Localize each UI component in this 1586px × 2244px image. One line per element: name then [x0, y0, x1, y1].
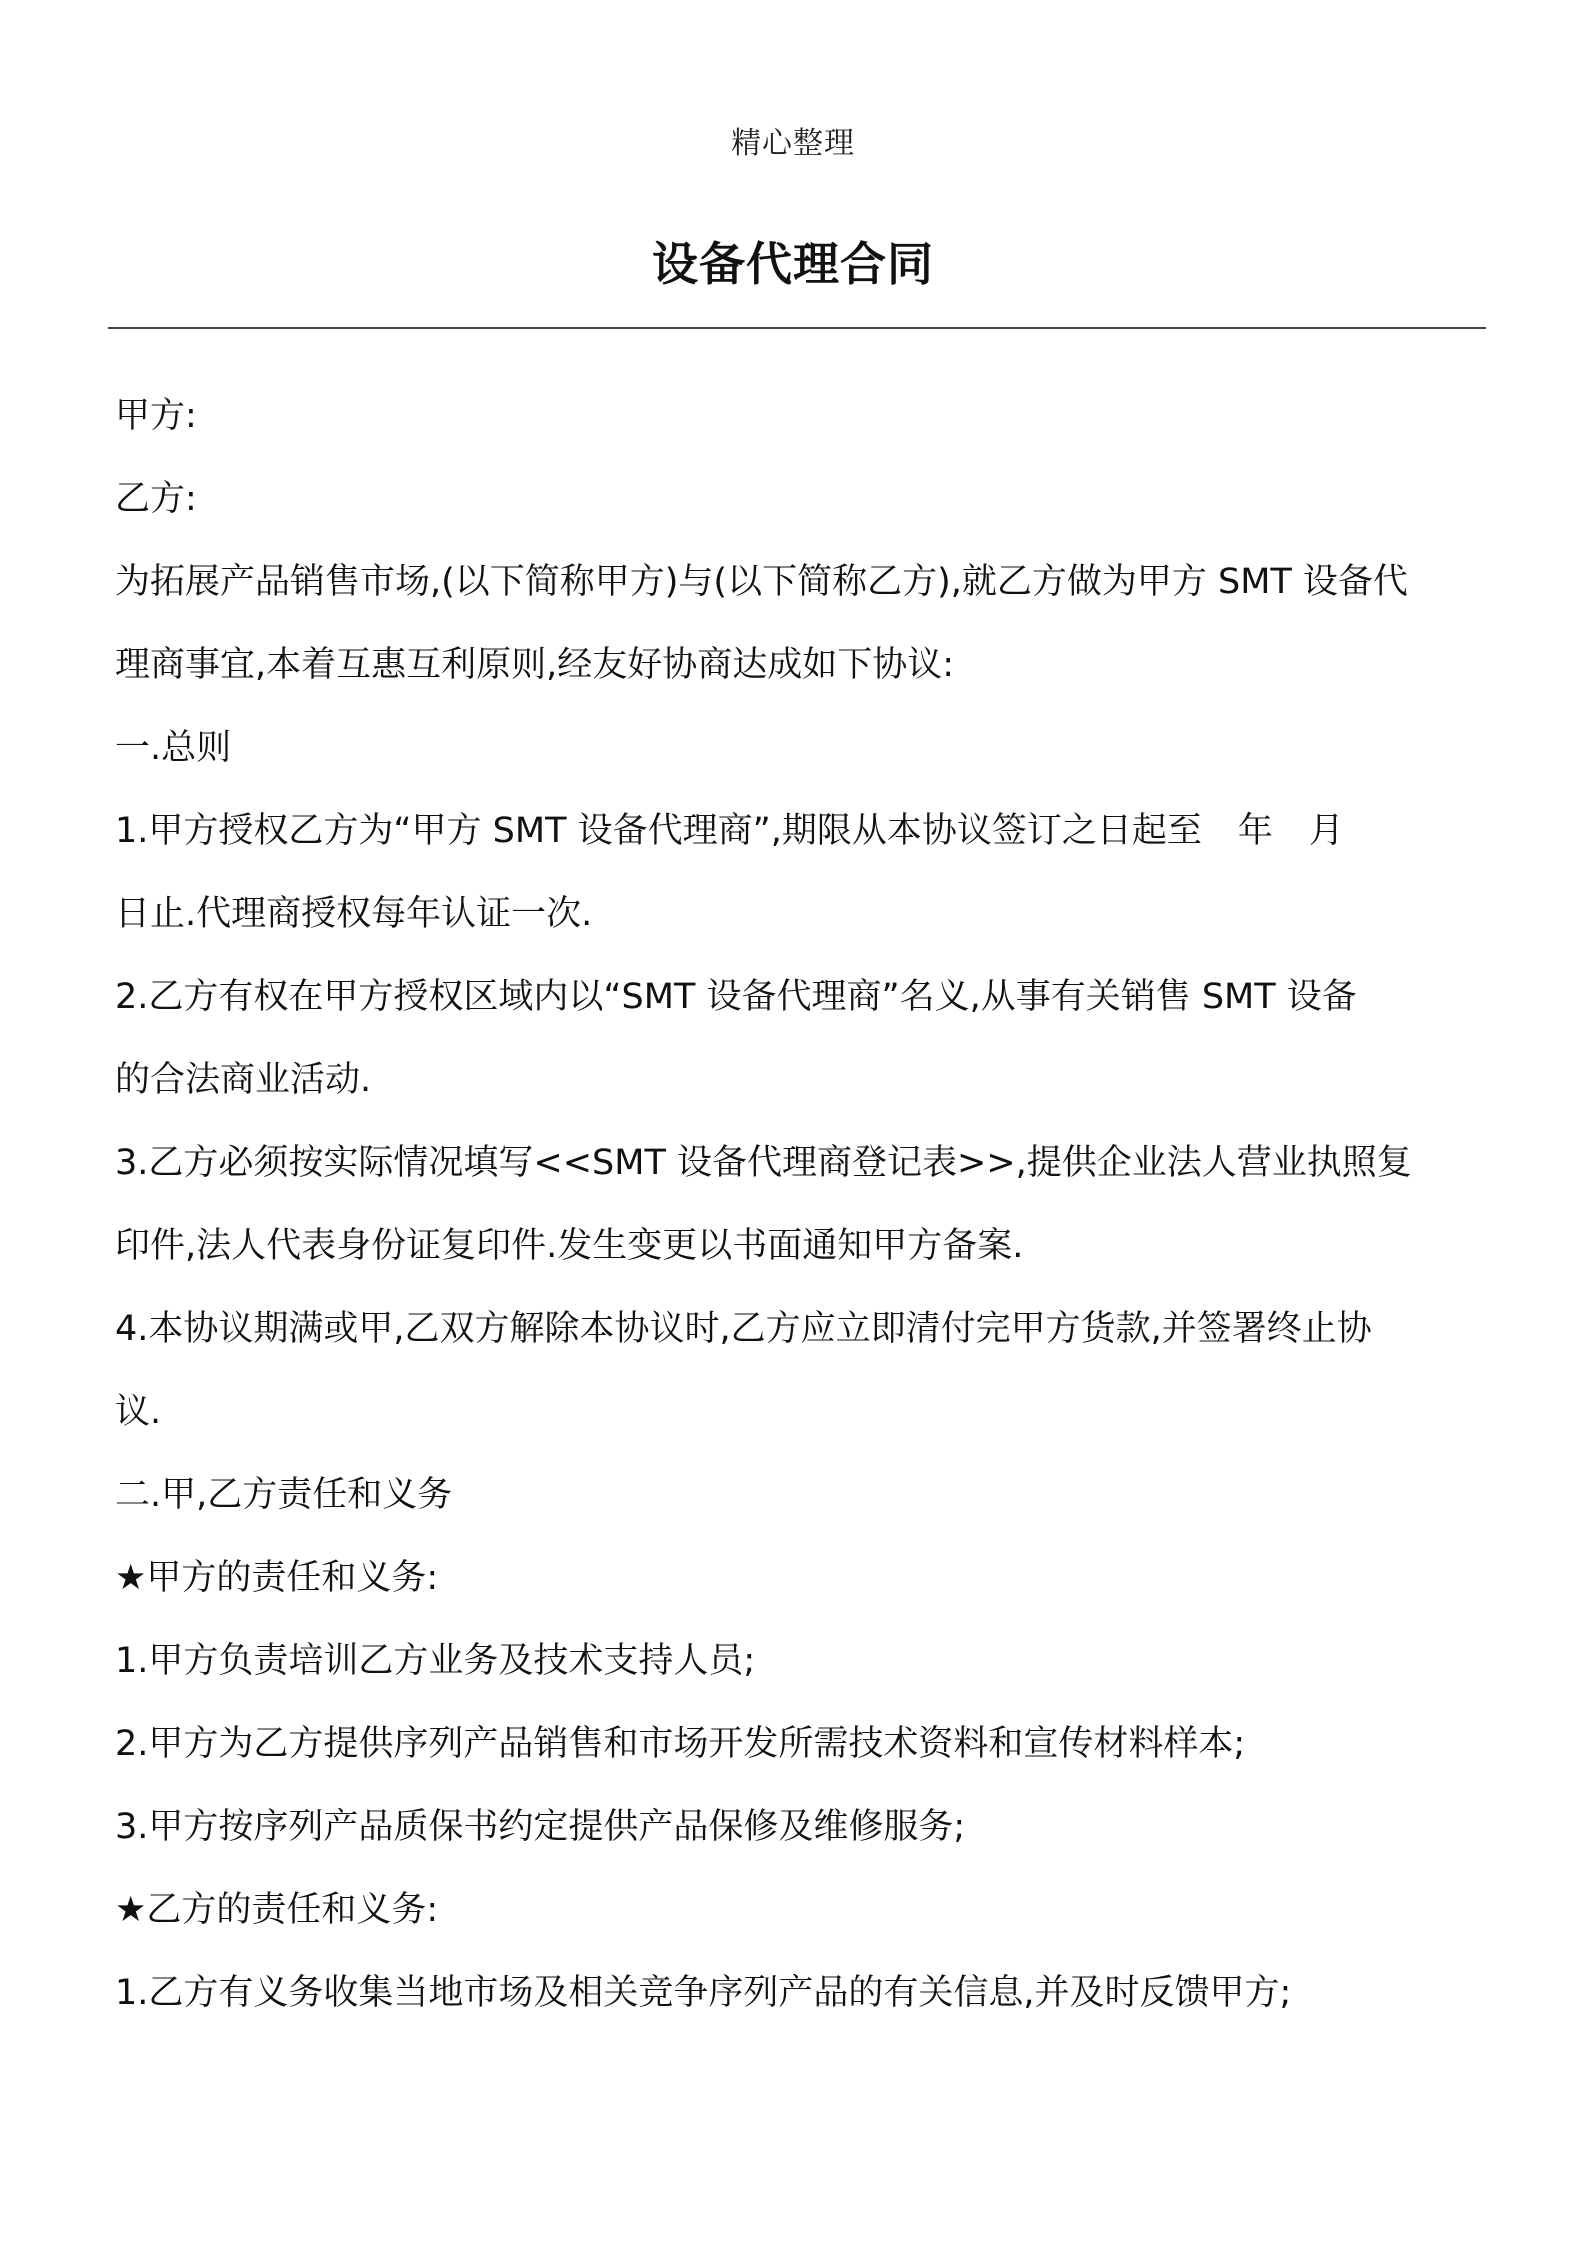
year-label: 年: [1237, 811, 1273, 851]
party-a-label: 甲方:: [115, 396, 197, 436]
section-1-item-4-line-2: 议.: [115, 1392, 162, 1432]
list-item: 1.甲方负责培训乙方业务及技术支持人员;: [115, 1641, 756, 1681]
party-a-duty-2: [115, 1703, 1485, 1786]
section-1-item-1-line-2: 日止.代理商授权每年认证一次.: [115, 894, 593, 934]
section-1-item-3: [115, 1122, 1485, 1288]
party-b-line: [115, 458, 1485, 541]
intro-line-1: 为拓展产品销售市场,(以下简称甲方)与(以下简称乙方),就乙方做为甲方 SMT 设备代: [115, 562, 1408, 602]
party-b-duties-heading: ★乙方的责任和义务:: [115, 1890, 439, 1930]
list-item: 3.甲方按序列产品质保书约定提供产品保修及维修服务;: [115, 1807, 966, 1847]
section-1-item-3-line-1: 3.乙方必须按实际情况填写<<SMT 设备代理商登记表>>,提供企业法人营业执照复: [115, 1143, 1412, 1183]
title-divider: [108, 327, 1486, 329]
section-1-item-2: [115, 956, 1485, 1122]
section-1-item-1-text: 1.甲方授权乙方为“甲方 SMT 设备代理商”,期限从本协议签订之日起至: [115, 811, 1202, 851]
section-1-item-1: [115, 790, 1485, 956]
document-title: 设备代理合同: [652, 237, 934, 291]
section-1-item-1-line-1: [115, 790, 1485, 873]
section-1-item-4: [115, 1288, 1485, 1454]
list-item: 1.乙方有义务收集当地市场及相关竞争序列产品的有关信息,并及时反馈甲方;: [115, 1973, 1292, 2013]
document-body: [115, 375, 1485, 2035]
party-a-line: [115, 375, 1485, 458]
party-b-duty-1: [115, 1952, 1485, 2035]
section-1-item-3-line-2: 印件,法人代表身份证复印件.发生变更以书面通知甲方备案.: [115, 1226, 1024, 1266]
party-a-duties-heading: ★甲方的责任和义务:: [115, 1558, 439, 1598]
section-1-item-2-line-1: 2.乙方有权在甲方授权区域内以“SMT 设备代理商”名义,从事有关销售 SMT 设备: [115, 977, 1357, 1017]
section-1-item-4-line-1: 4.本协议期满或甲,乙双方解除本协议时,乙方应立即清付完甲方货款,并签署终止协: [115, 1309, 1372, 1349]
section-2-heading-para: [115, 1454, 1485, 1537]
party-a-duties-heading-para: [115, 1537, 1485, 1620]
section-1-item-2-line-2: 的合法商业活动.: [115, 1060, 372, 1100]
party-b-duties-heading-para: [115, 1869, 1485, 1952]
intro-paragraph: [115, 541, 1485, 707]
party-a-duty-1: [115, 1620, 1485, 1703]
intro-line-2: 理商事宜,本着互惠互利原则,经友好协商达成如下协议:: [115, 645, 955, 685]
section-1-heading-para: [115, 707, 1485, 790]
section-1-heading: 一.总则: [115, 728, 232, 768]
list-item: 2.甲方为乙方提供序列产品销售和市场开发所需技术资料和宣传材料样本;: [115, 1724, 1246, 1764]
month-label: 月: [1308, 811, 1344, 851]
header-note: 精心整理: [731, 126, 855, 161]
section-2-heading: 二.甲,乙方责任和义务: [115, 1475, 453, 1515]
party-a-duty-3: [115, 1786, 1485, 1869]
party-b-label: 乙方:: [115, 479, 197, 519]
